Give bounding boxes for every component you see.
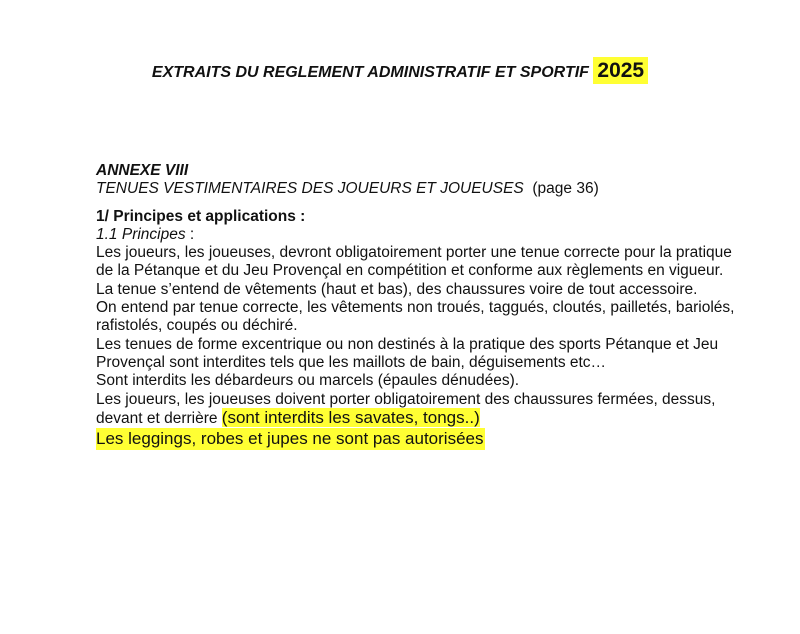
subsection-heading <box>96 226 736 244</box>
paragraph: La tenue s’entend de vêtements (haut et bas), des chaussures voire de tout accessoire. <box>96 280 698 298</box>
document-body <box>96 162 736 450</box>
shoes-paragraph <box>96 391 736 429</box>
title-year-highlight: 2025 <box>593 57 648 84</box>
annex-title: ANNEXE VIII <box>96 162 189 179</box>
shoes-text: Les joueurs, les joueuses doivent porter obligatoirement des chaussures fermées, dessus, devant et derrière <box>96 390 716 427</box>
document-title <box>0 56 800 88</box>
shoes-highlight: (sont interdits les savates, tongs..) <box>221 407 480 427</box>
paragraph: Les joueurs, les joueuses, devront obligatoirement porter une tenue correcte pour la pratique de la Pétanque et du Jeu Provençal en compétition et conforme aux règlements en vigueur. <box>96 244 732 280</box>
paragraph: Les tenues de forme excentrique ou non destinés à la pratique des sports Pétanque et Jeu Provençal sont interdites tels que les maillots de bain, déguisements etc… <box>96 335 719 371</box>
annex-subtitle <box>96 180 736 198</box>
title-text: EXTRAITS DU REGLEMENT ADMINISTRATIF ET SPORTIF <box>151 64 589 81</box>
section-title: 1/ Principes et applications : <box>96 207 306 225</box>
annex-page-reference: (page 36) <box>532 180 599 198</box>
subsection-title: 1.1 Principes <box>96 225 186 243</box>
subsection-colon: : <box>185 225 195 243</box>
paragraph: On entend par tenue correcte, les vêtements non troués, taggués, cloutés, pailletés, bariolés, rafistolés, coupés ou déchiré. <box>96 299 735 335</box>
annex-subtitle-text: TENUES VESTIMENTAIRES DES JOUEURS ET JOUEUSES <box>96 180 524 198</box>
paragraph: Sont interdits les débardeurs ou marcels (épaules dénudées). <box>96 372 520 390</box>
final-highlight: Les leggings, robes et jupes ne sont pas autorisées <box>96 429 484 449</box>
